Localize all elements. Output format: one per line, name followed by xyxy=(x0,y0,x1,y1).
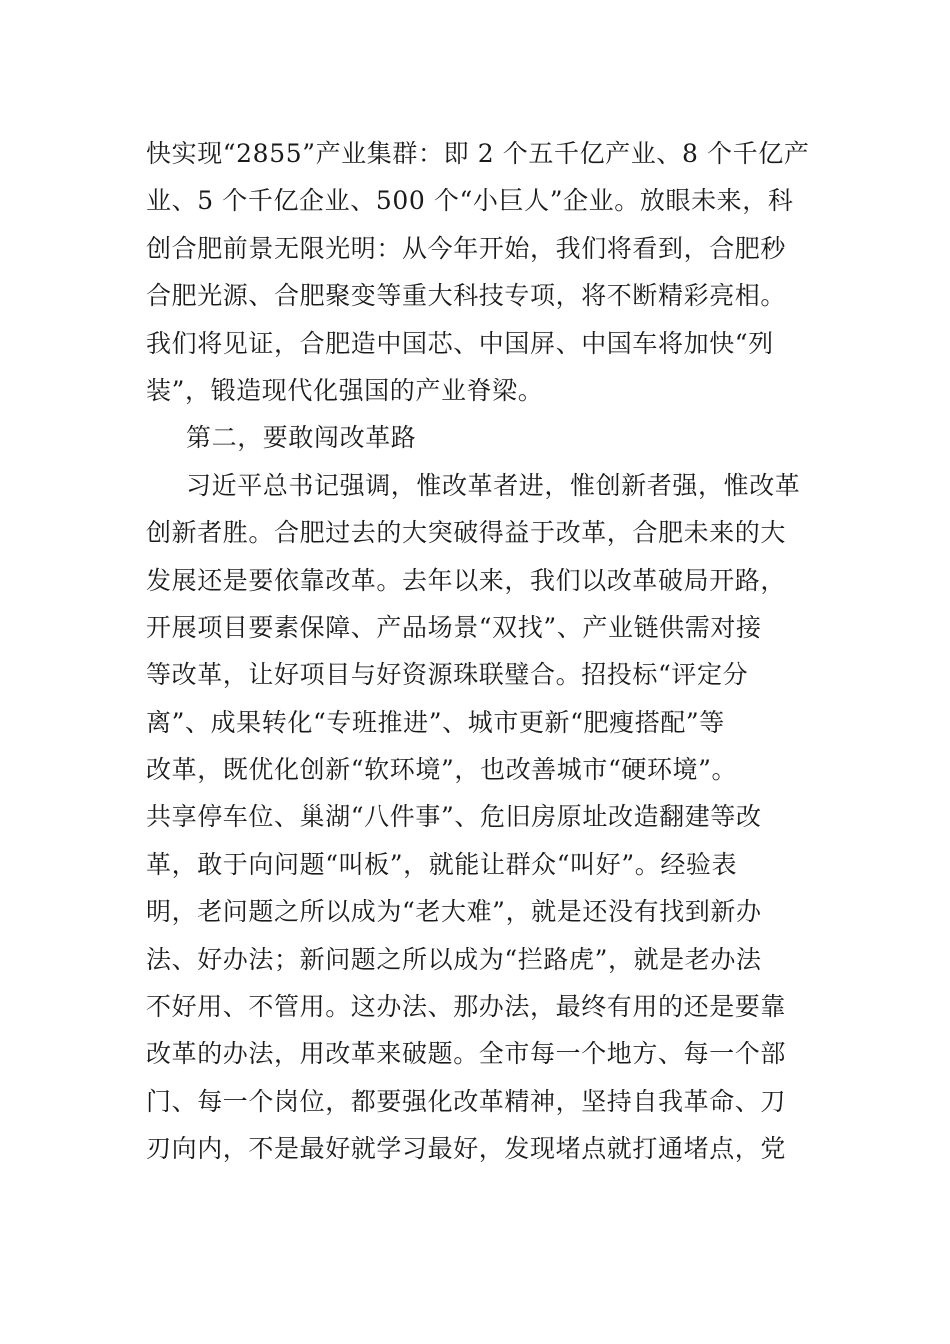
text-line: 我们将见证，合肥造中国芯、中国屏、中国车将加快“列 xyxy=(146,328,774,358)
body-text xyxy=(146,130,816,1173)
text-line: 门、每一个岗位，都要强化改革精神，坚持自我革命、刀 xyxy=(146,1086,787,1116)
text-line: 刃向内，不是最好就学习最好，发现堵点就打通堵点，党 xyxy=(146,1134,787,1164)
text-line: 共享停车位、巢湖“八件事”、危旧房原址改造翻建等改 xyxy=(146,802,762,832)
text-line: 等改革，让好项目与好资源珠联璧合。招投标“评定分 xyxy=(146,660,749,690)
text-line: 业、5 个千亿企业、500 个“小巨人”企业。放眼未来，科 xyxy=(146,186,794,216)
text-line: 不好用、不管用。这办法、那办法，最终有用的还是要靠 xyxy=(146,992,787,1022)
text-line: 改革，既优化创新“软环境”，也改善城市“硬环境”。 xyxy=(146,755,738,785)
text-line: 快实现“2855”产业集群：即 2 个五千亿产业、8 个千亿产 xyxy=(146,139,810,168)
text-line: 明，老问题之所以成为“老大难”，就是还没有找到新办 xyxy=(146,897,762,927)
text-line: 离”、成果转化“专班推进”、城市更新“肥瘦搭配”等 xyxy=(146,707,725,737)
text-line: 革，敢于向问题“叫板”，就能让群众“叫好”。经验表 xyxy=(146,849,738,879)
text-line: 法、好办法；新问题之所以成为“拦路虎”，就是老办法 xyxy=(146,944,762,974)
text-line: 发展还是要依靠改革。去年以来，我们以改革破局开路， xyxy=(146,565,787,595)
text-line: 习近平总书记强调，惟改革者进，惟创新者强，惟改革 xyxy=(186,470,801,500)
text-line: 合肥光源、合肥聚变等重大科技专项，将不断精彩亮相。 xyxy=(146,281,787,311)
text-line: 开展项目要素保障、产品场景“双找”、产业链供需对接 xyxy=(146,612,762,642)
text-line: 创新者胜。合肥过去的大突破得益于改革，合肥未来的大 xyxy=(146,518,787,548)
text-line: 创合肥前景无限光明：从今年开始，我们将看到，合肥秒 xyxy=(146,233,787,263)
text-line: 改革的办法，用改革来破题。全市每一个地方、每一个部 xyxy=(146,1039,787,1069)
text-line: 装”，锻造现代化强国的产业脊梁。 xyxy=(146,375,544,405)
section-heading: 第二，要敢闯改革路 xyxy=(186,423,417,453)
